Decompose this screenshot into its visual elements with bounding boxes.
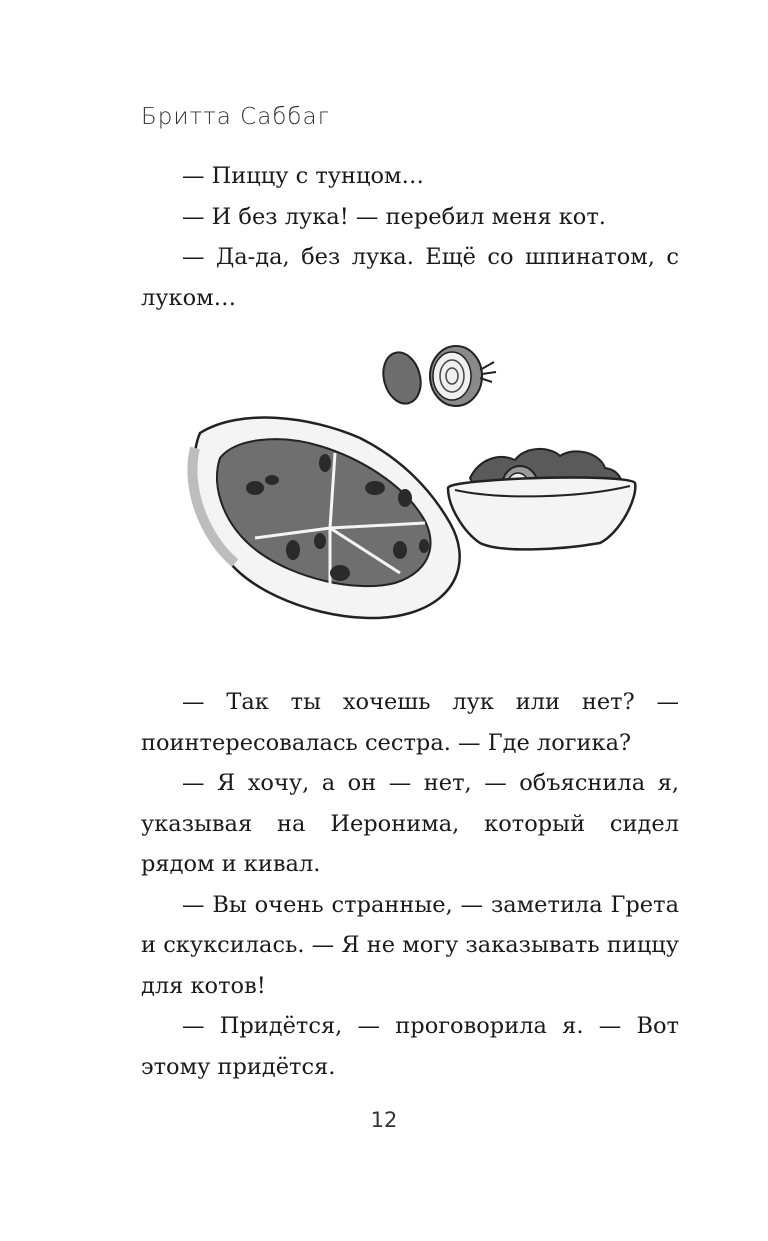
paragraph: — Я хочу, а он — нет, — объяснила я, указывая на Иеронима, который сидел рядом и кивал. bbox=[141, 770, 679, 877]
text-block-bottom bbox=[141, 682, 679, 1087]
pizza-icon bbox=[192, 418, 459, 618]
salad-bowl-icon bbox=[448, 449, 635, 549]
paragraph: — Вы очень странные, — заметила Грета и скуксилась. — Я не могу заказывать пиццу для котов! bbox=[141, 891, 679, 999]
paragraph: — И без лука! — перебил меня кот. bbox=[182, 203, 606, 230]
paragraph: — Да-да, без лука. Ещё со шпинатом, с луком… bbox=[141, 244, 679, 311]
text-block-top bbox=[141, 156, 679, 318]
paragraph: — Придётся, — проговорила я. — Вот этому придётся. bbox=[141, 1013, 679, 1080]
paragraph: — Пиццу с тунцом… bbox=[182, 163, 425, 189]
page-number: 12 bbox=[370, 1108, 398, 1132]
pizza-illustration bbox=[180, 338, 640, 638]
onion-icon bbox=[378, 346, 496, 408]
running-header-author: Бритта Саббаг bbox=[141, 104, 330, 130]
paragraph: — Так ты хочешь лук или нет? — поинтересовалась сестра. — Где логика? bbox=[141, 689, 679, 756]
